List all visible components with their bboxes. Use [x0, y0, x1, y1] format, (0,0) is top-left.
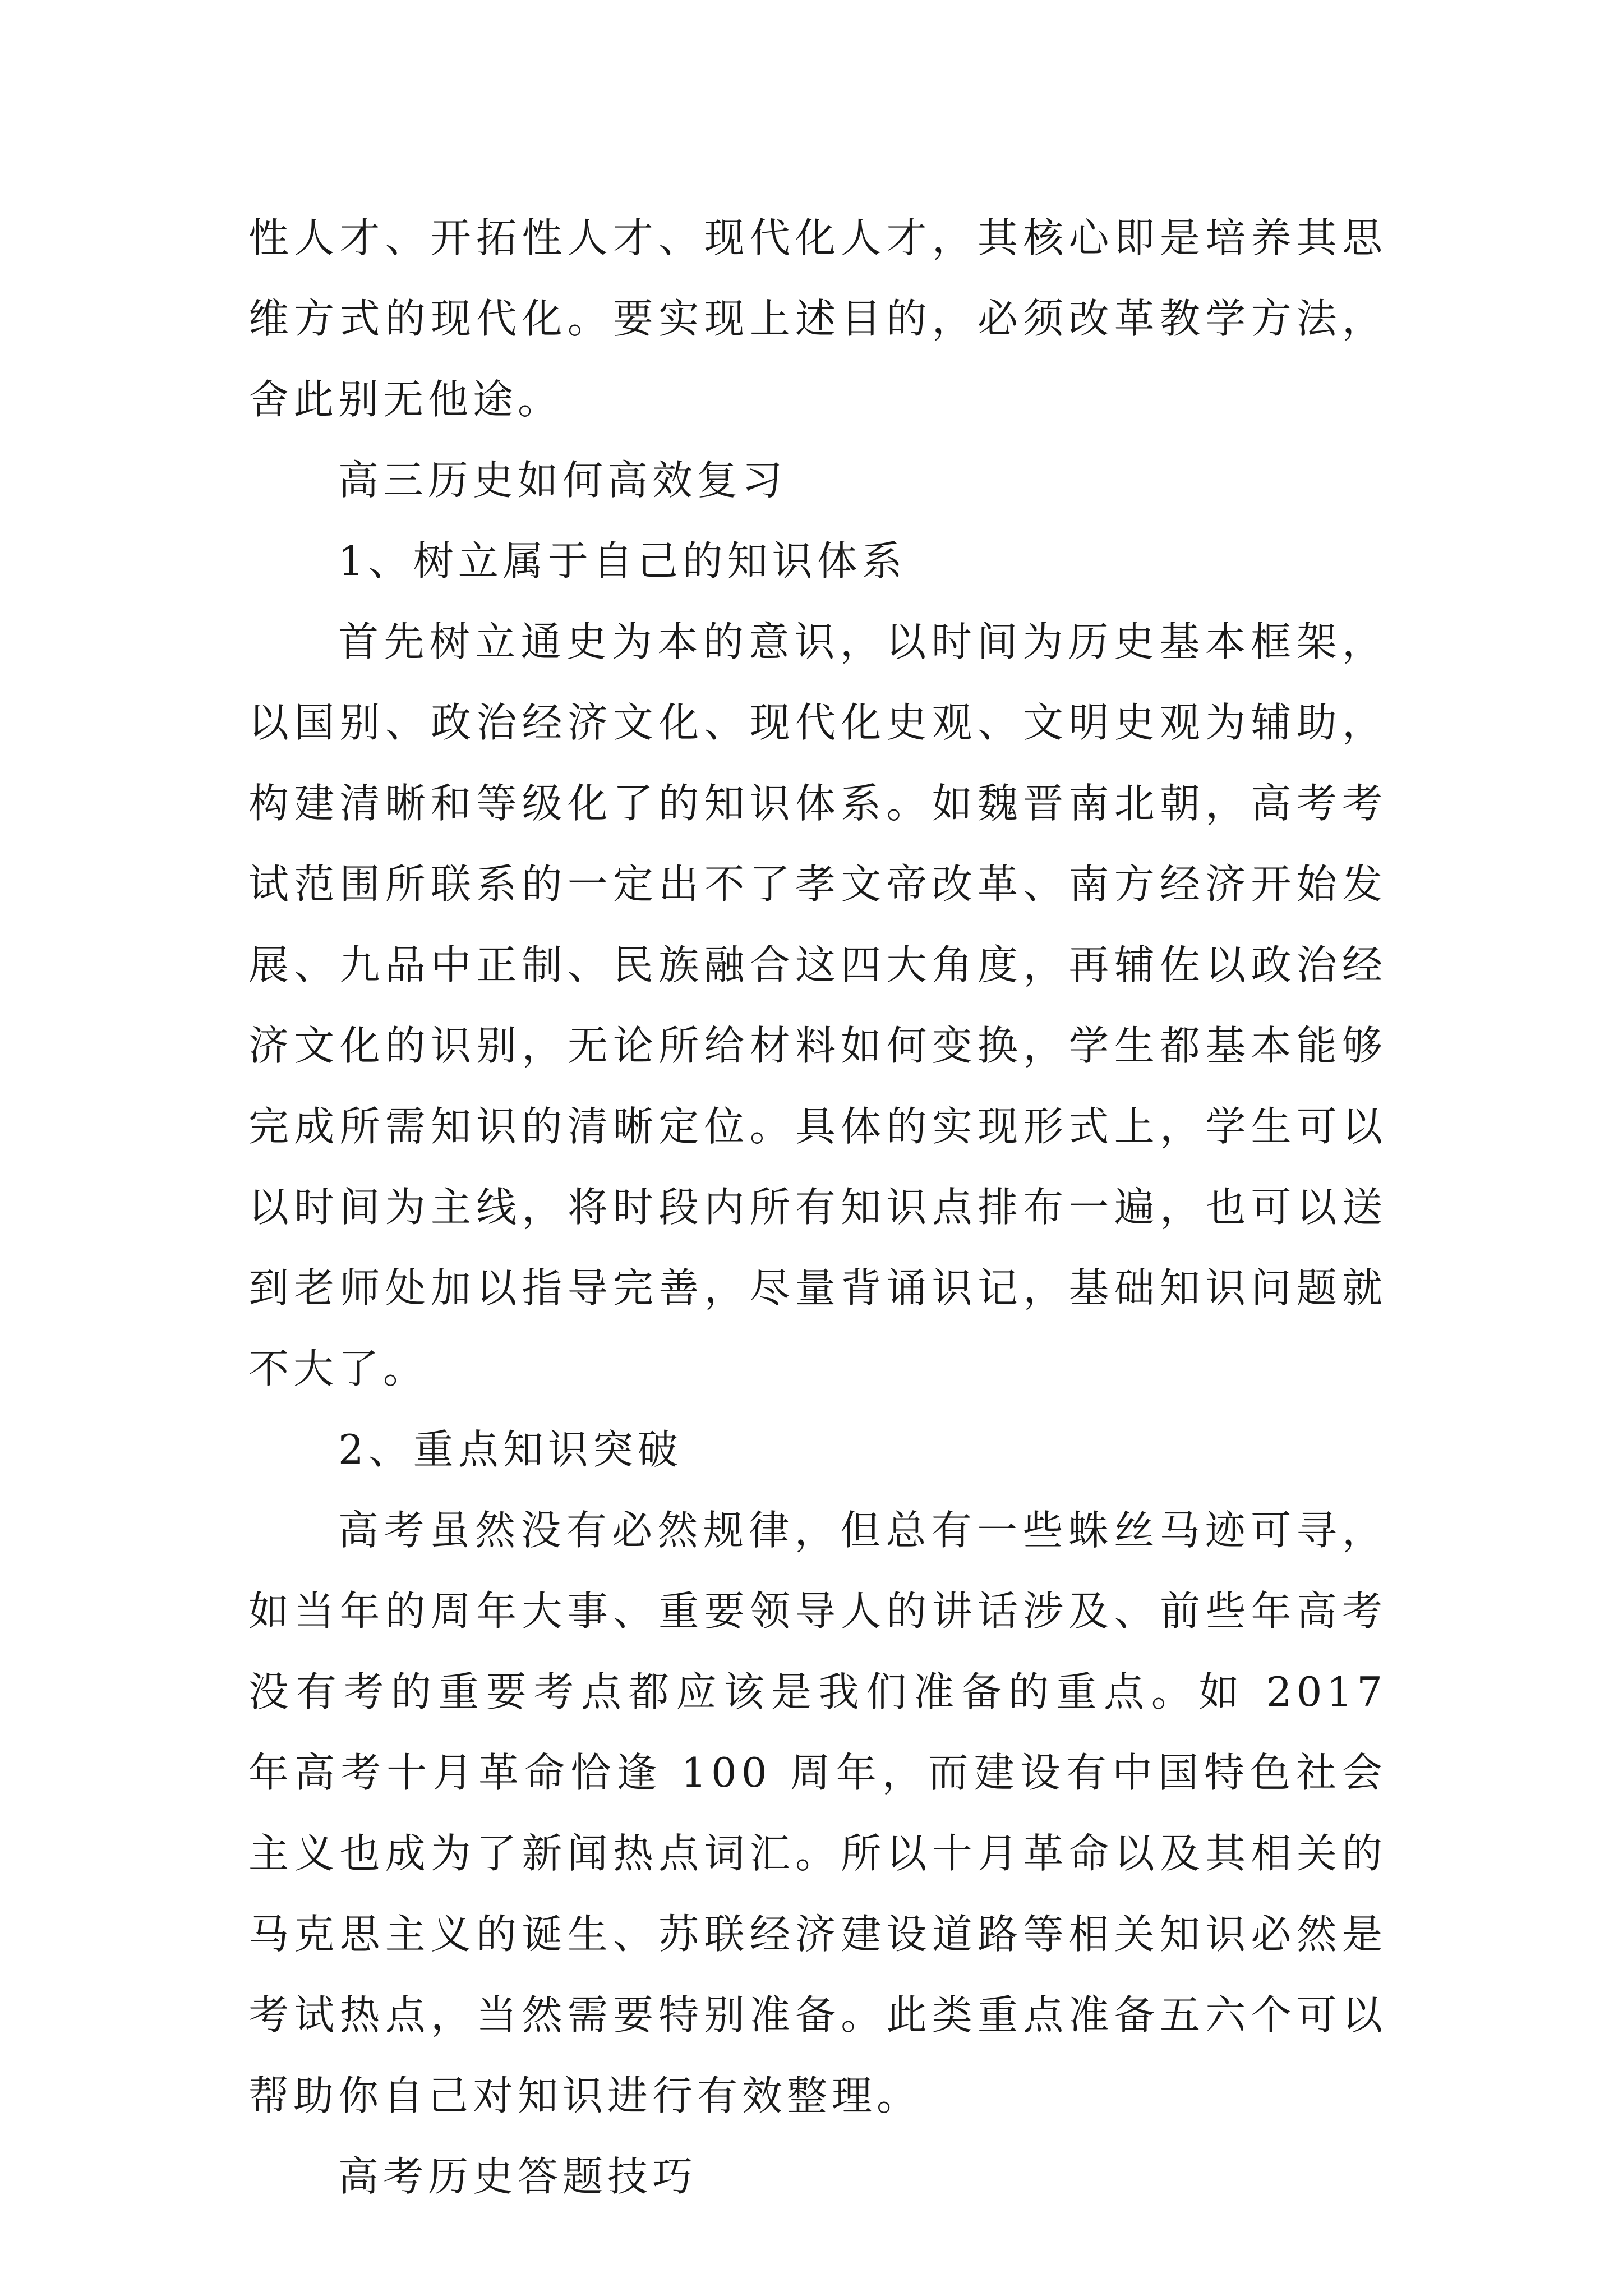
paragraph-continuation: 性人才、开拓性人才、现代化人才，其核心即是培养其思维方式的现代化。要实现上述目的，必须改革教学方法，舍此别无他途。 [248, 214, 1387, 423]
subheading-key-knowledge: 2、重点知识突破 [338, 1426, 683, 1473]
paragraph-key-knowledge: 高考虽然没有必然规律，但总有一些蛛丝马迹可寻，如当年的周年大事、重要领导人的讲话涉及、前些年高考没有考的重要考点都应该是我们准备的重点。如 2017 年高考十月革命恰逢 100 周年，而建设有中国特色社会主义也成为了新闻热点词汇。所以十月革命以及其相关的马克思主义的诞生、苏联经济建设道路等相关知识必然是考试热点，当然需要特别准备。此类重点准备五六个可以帮助你自己对知识进行有效整理。 [248, 1507, 1387, 2119]
section-heading-answer-skills: 高考历史答题技巧 [338, 2153, 698, 2200]
paragraph-knowledge-system: 首先树立通史为本的意识，以时间为历史基本框架，以国别、政治经济文化、现代化史观、文明史观为辅助，构建清晰和等级化了的知识体系。如魏晋南北朝，高考考试范围所联系的一定出不了孝文帝改革、南方经济开始发展、九品中正制、民族融合这四大角度，再辅佐以政治经济文化的识别，无论所给材料如何变换，学生都基本能够完成所需知识的清晰定位。具体的实现形式上，学生可以以时间为主线，将时段内所有知识点排布一遍，也可以送到老师处加以指导完善，尽量背诵识记，基础知识问题就不大了。 [248, 618, 1387, 1392]
subheading-knowledge-system: 1、树立属于自己的知识体系 [338, 537, 907, 585]
section-heading-efficient-review: 高三历史如何高效复习 [338, 457, 787, 504]
document-body [248, 197, 1387, 2217]
